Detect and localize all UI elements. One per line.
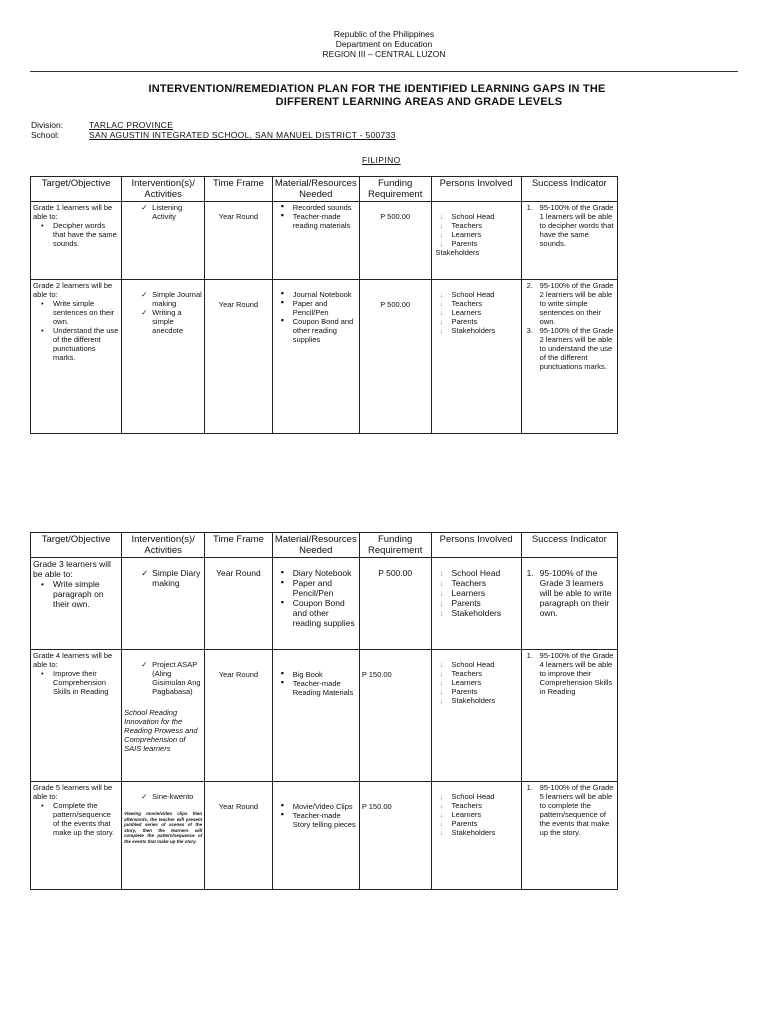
division-label: Division: — [31, 120, 64, 130]
person-item: ↓ Learners — [434, 308, 519, 317]
intervention-item: ✓ Sine-kwento — [124, 792, 202, 801]
intervention-cell — [122, 202, 205, 280]
person-item: ↓ Teachers — [434, 578, 519, 588]
time-frame-cell: Year Round — [205, 280, 273, 434]
person-item: ↓ Parents — [434, 239, 519, 248]
target-intro: Grade 4 learners will be able to: — [33, 651, 113, 669]
target-intro: Grade 5 learners will be able to: — [33, 783, 113, 801]
letterhead — [0, 29, 768, 59]
target-intro: Grade 3 learners will be able to: — [33, 559, 111, 579]
person-item: ↓ Stakeholders — [434, 608, 519, 618]
person-item: ↓ Parents — [434, 819, 519, 828]
header-success: Success Indicator — [521, 533, 617, 558]
table-row — [31, 650, 618, 782]
indicator-item: 1. 95-100% of the Grade 1 learners will be able to decipher words that have the same sounds. — [526, 203, 614, 248]
header-department: Department on Education — [335, 39, 433, 49]
person-item: ↓ Parents — [434, 687, 519, 696]
funding-cell: P 500.00 — [359, 558, 431, 650]
intervention-cell — [122, 558, 205, 650]
person-item: ↓ School Head — [434, 568, 519, 578]
division-info — [31, 120, 173, 130]
intervention-note: School Reading Innovation for the Reading Prowess and Comprehension of SAIS learners — [124, 708, 198, 753]
header-divider — [30, 71, 738, 72]
person-item: ↓ School Head — [434, 792, 519, 801]
target-item: • Write simple paragraph on their own. — [33, 579, 119, 609]
header-republic: Republic of the Philippines — [333, 29, 435, 39]
target-item: • Decipher words that have the same sounds. — [33, 221, 119, 248]
intervention-item: ✓ Simple Journal making — [124, 290, 202, 308]
person-item: ↓ Teachers — [434, 221, 519, 230]
header-funding: Funding Requirement — [359, 533, 431, 558]
intervention-cell — [122, 650, 205, 782]
person-item: ↓ Teachers — [434, 801, 519, 810]
persons-cell — [431, 280, 521, 434]
plan-table-1 — [30, 176, 618, 434]
target-cell — [31, 650, 122, 782]
title-line-2: DIFFERENT LEARNING AREAS AND GRADE LEVELS — [275, 96, 563, 108]
persons-cell — [431, 782, 521, 890]
person-item: ↓ School Head — [434, 290, 519, 299]
target-intro: Grade 1 learners will be able to: — [33, 203, 113, 221]
materials-cell — [272, 202, 359, 280]
material-item: ▪ Diary Notebook — [275, 568, 357, 578]
success-cell — [521, 202, 617, 280]
header-time-frame: Time Frame — [205, 533, 273, 558]
person-item: ↓ Learners — [434, 678, 519, 687]
indicator-item: 1. 95-100% of the Grade 4 learners will be able to improve their Comprehension Skills in Reading — [526, 651, 614, 696]
target-intro: Grade 2 learners will be able to: — [33, 281, 113, 299]
person-item: ↓ Stakeholders — [434, 696, 519, 705]
intervention-note: Viewing movie/video clips then afterwards, the teacher will present jumbled series of scenes of the story, then the learners will complete the pattern/sequence of the events that make up the story. — [124, 811, 203, 844]
table-row — [31, 280, 618, 434]
table-header-row — [31, 533, 618, 558]
persons-cell — [431, 650, 521, 782]
person-item: Stakeholders — [435, 248, 480, 257]
person-item: ↓ School Head — [434, 660, 519, 669]
funding-cell: P 150.00 — [359, 650, 431, 782]
table-row — [31, 558, 618, 650]
success-cell — [521, 650, 617, 782]
success-cell — [521, 558, 617, 650]
indicator-item: 1. 95-100% of the Grade 3 learners will be able to write paragraph on their own. — [526, 568, 612, 618]
school-info — [31, 130, 396, 140]
school-label: School: — [31, 130, 60, 140]
funding-cell: P 500.00 — [359, 202, 431, 280]
school-value: SAN AGUSTIN INTEGRATED SCHOOL, SAN MANUEL DISTRICT - 500733 — [89, 130, 396, 140]
person-item: ↓ Teachers — [434, 299, 519, 308]
person-item: ↓ Learners — [434, 588, 519, 598]
intervention-item: ✓ Project ASAP (Aling Gisimulan Ang Pagbabasa) — [124, 660, 202, 696]
table-row — [31, 782, 618, 890]
header-materials: Material/Resources Needed — [272, 533, 359, 558]
header-persons: Persons Involved — [431, 533, 521, 558]
indicator-item: 2. 95-100% of the Grade 2 learners will be able to write simple sentences on their own. — [526, 281, 614, 326]
intervention-cell — [122, 782, 205, 890]
intervention-cell — [122, 280, 205, 434]
title-line-1: INTERVENTION/REMEDIATION PLAN FOR THE IDENTIFIED LEARNING GAPS IN THE — [148, 83, 606, 95]
table-row — [31, 202, 618, 280]
indicator-item: 1. 95-100% of the Grade 5 learners will be able to complete the pattern/sequence of the events that make up the story. — [526, 783, 614, 837]
header-funding: Funding Requirement — [359, 177, 431, 202]
material-item: ▪ Paper and Pencil/Pen — [275, 299, 357, 317]
persons-cell — [431, 558, 521, 650]
division-value: TARLAC PROVINCE — [89, 120, 174, 130]
materials-cell — [272, 782, 359, 890]
header-interventions: Intervention(s)/ Activities — [122, 177, 205, 202]
header-interventions: Intervention(s)/ Activities — [122, 533, 205, 558]
material-item: ▪ Big Book — [275, 670, 357, 679]
target-cell — [31, 558, 122, 650]
material-item: ▪ Teacher-made Reading Materials — [275, 679, 357, 697]
time-frame-cell: Year Round — [205, 202, 273, 280]
material-item: ▪ Teacher-made Story telling pieces — [275, 811, 357, 829]
time-frame-cell: Year Round — [205, 782, 273, 890]
target-cell — [31, 280, 122, 434]
material-item: ▪ Paper and Pencil/Pen — [275, 578, 357, 598]
funding-cell: P 500.00 — [359, 280, 431, 434]
subject-heading: FILIPINO — [362, 155, 401, 165]
header-time-frame: Time Frame — [205, 177, 273, 202]
material-item: ▪ Coupon Bond and other reading supplies — [275, 317, 357, 344]
persons-cell — [431, 202, 521, 280]
success-cell — [521, 782, 617, 890]
target-item: • Write simple sentences on their own. — [33, 299, 119, 326]
material-item: ▪ Teacher-made reading materials — [275, 212, 357, 230]
header-persons: Persons Involved — [431, 177, 521, 202]
target-cell — [31, 202, 122, 280]
target-item: • Understand the use of the different punctuations marks. — [33, 326, 119, 362]
person-item: ↓ School Head — [434, 212, 519, 221]
intervention-item: ✓ Listening Activity — [124, 203, 202, 221]
person-item: ↓ Stakeholders — [434, 326, 519, 335]
header-materials: Material/Resources Needed — [272, 177, 359, 202]
target-cell — [31, 782, 122, 890]
plan-table-2 — [30, 532, 618, 890]
header-region: REGION III – CENTRAL LUZON — [322, 49, 446, 59]
materials-cell — [272, 280, 359, 434]
person-item: ↓ Teachers — [434, 669, 519, 678]
material-item: ▪ Movie/Video Clips — [275, 802, 357, 811]
header-target: Target/Objective — [31, 177, 122, 202]
time-frame-cell: Year Round — [205, 650, 273, 782]
header-target: Target/Objective — [31, 533, 122, 558]
intervention-item: ✓ Simple Diary making — [124, 568, 202, 588]
document-title — [30, 83, 738, 109]
person-item: ↓ Learners — [434, 810, 519, 819]
person-item: ↓ Stakeholders — [434, 828, 519, 837]
funding-cell: P 150.00 — [359, 782, 431, 890]
material-item: ▪ Journal Notebook — [275, 290, 357, 299]
time-frame-cell: Year Round — [205, 558, 273, 650]
materials-cell — [272, 650, 359, 782]
target-item: • Complete the pattern/sequence of the events that make up the story. — [33, 801, 119, 837]
person-item: ↓ Parents — [434, 598, 519, 608]
header-success: Success Indicator — [521, 177, 617, 202]
person-item: ↓ Parents — [434, 317, 519, 326]
table-header-row — [31, 177, 618, 202]
target-item: • Improve their Comprehension Skills in Reading — [33, 669, 119, 696]
materials-cell — [272, 558, 359, 650]
indicator-item: 3. 95-100% of the Grade 2 learners will be able to understand the use of the different punctuations marks. — [526, 326, 614, 371]
material-item: ▪ Recorded sounds — [275, 203, 357, 212]
material-item: ▪ Coupon Bond and other reading supplies — [275, 598, 357, 628]
intervention-item: ✓ Writing a simple anecdote — [124, 308, 202, 335]
success-cell — [521, 280, 617, 434]
person-item: ↓ Learners — [434, 230, 519, 239]
